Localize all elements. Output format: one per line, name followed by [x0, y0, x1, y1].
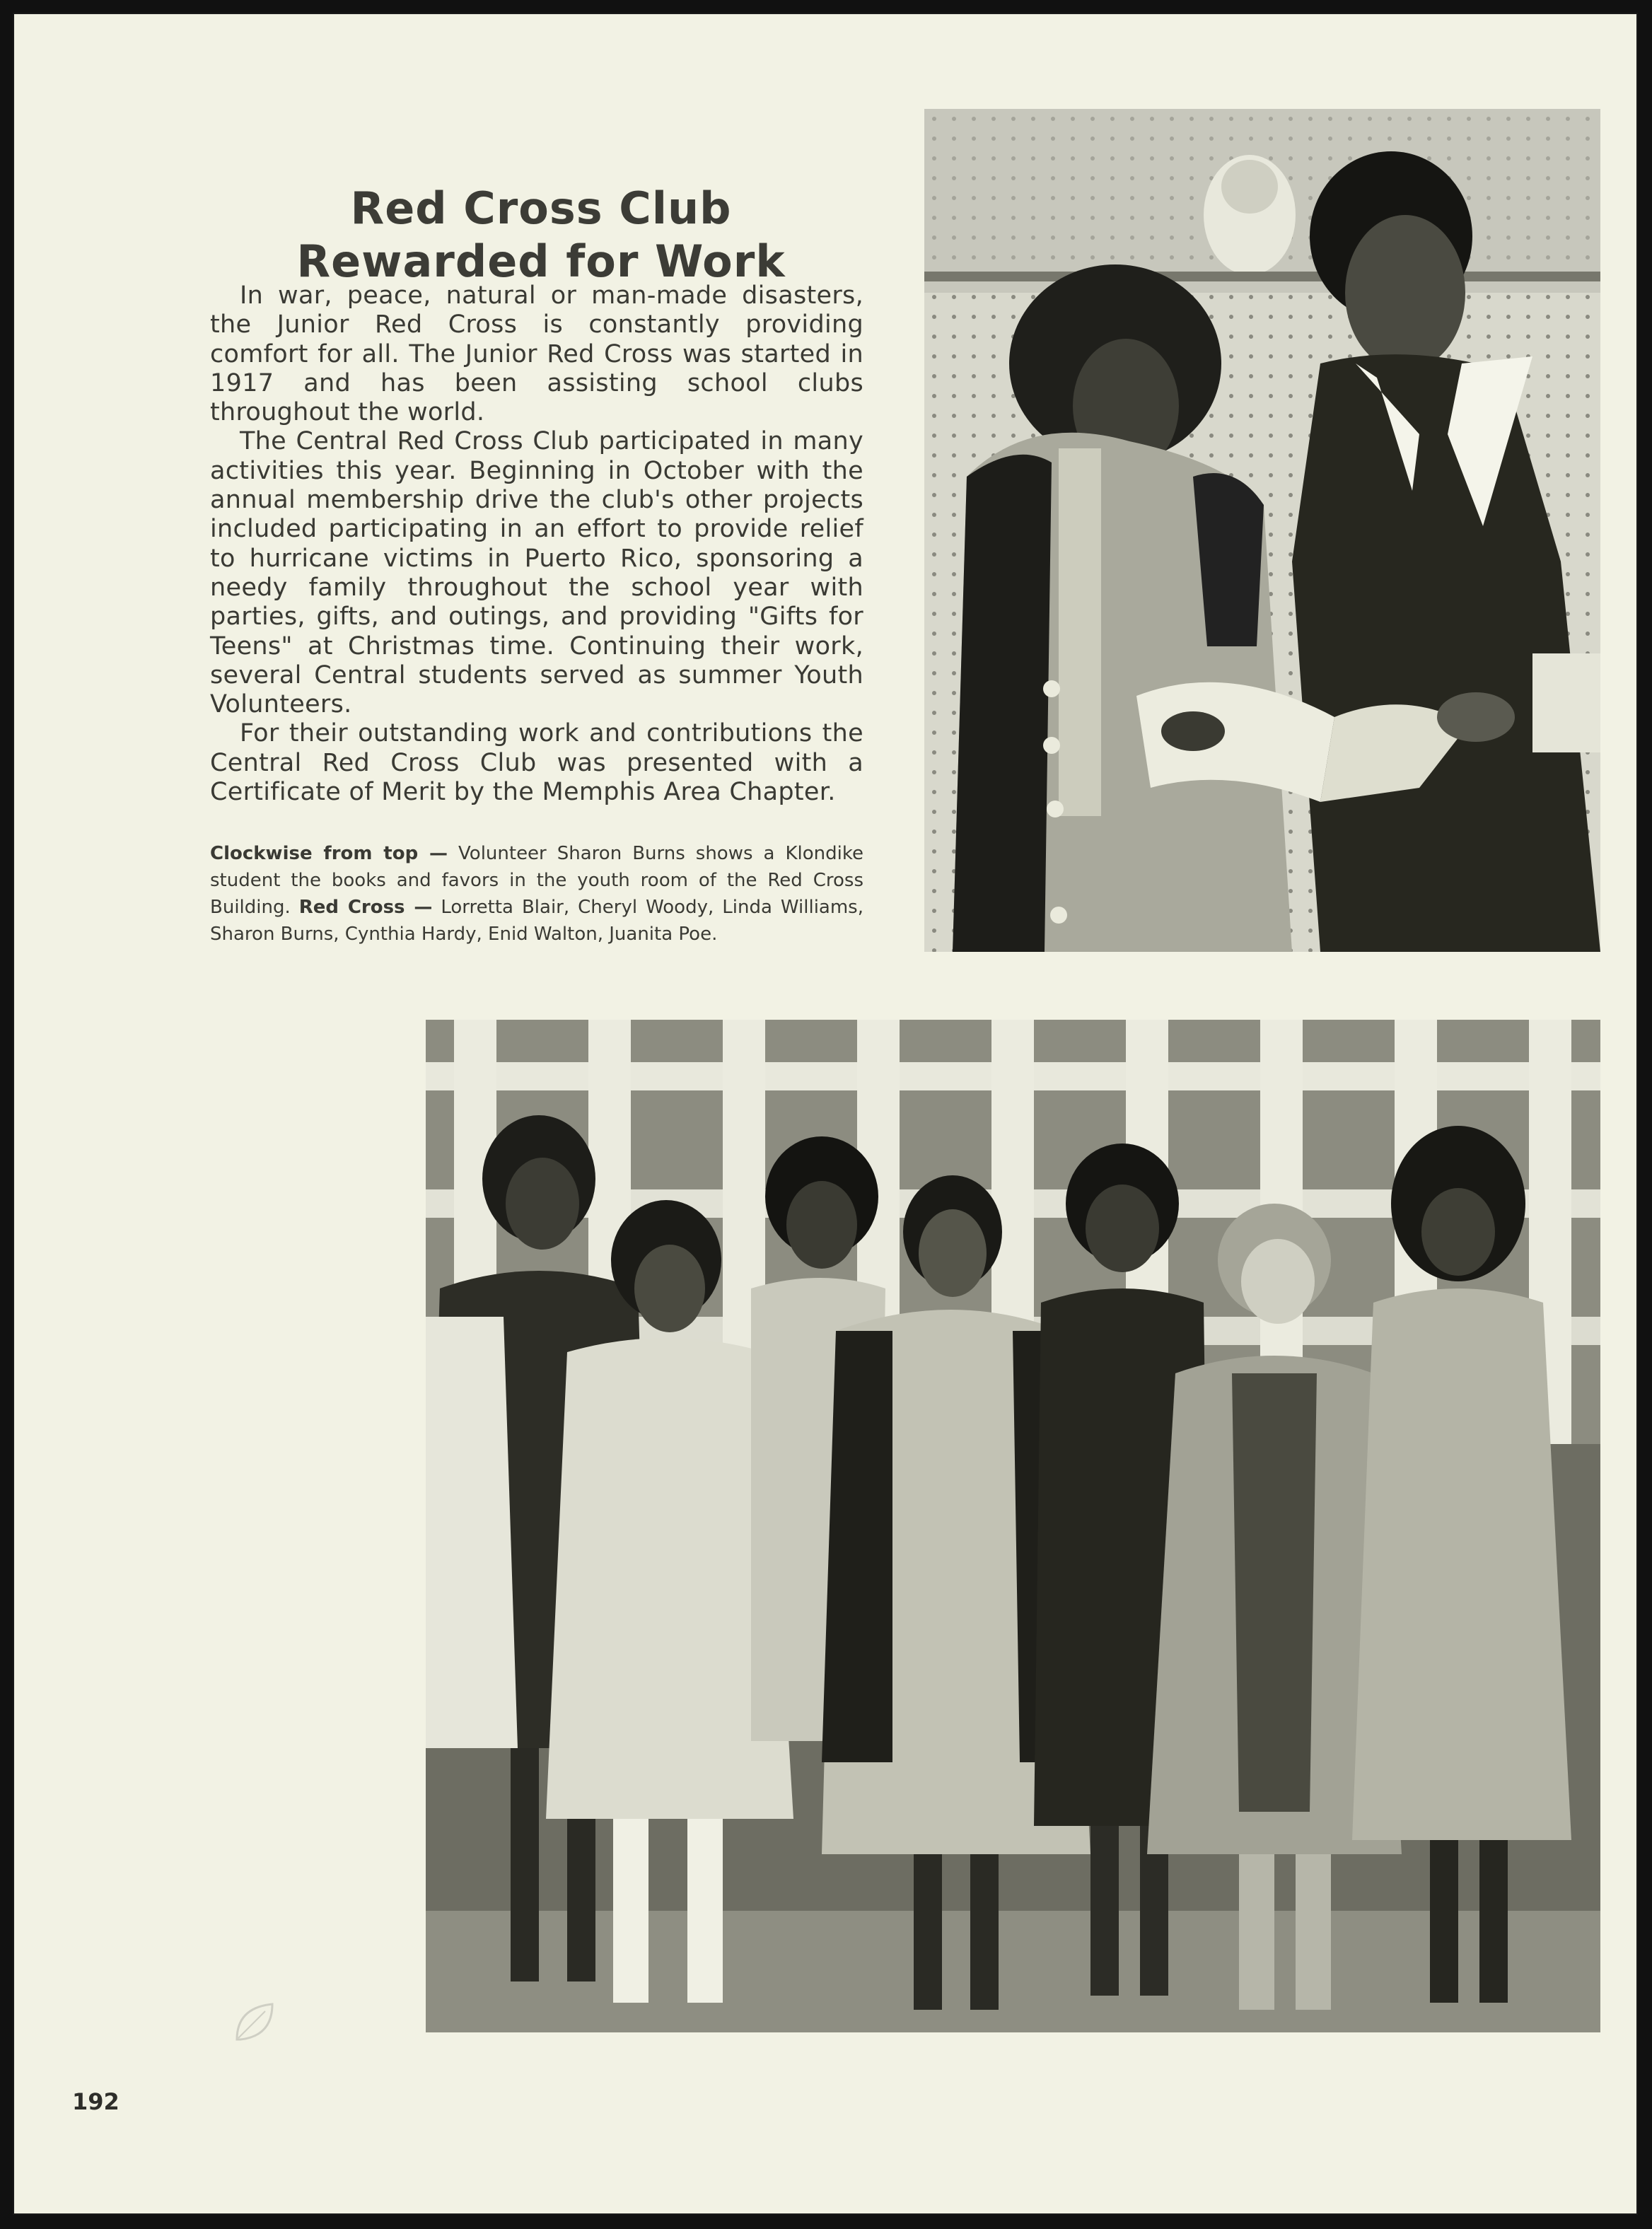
paragraph-2: The Central Red Cross Club participated in many activities this year. Beginning in October with the annual membership drive the club's other projects included participating in an effort to provide relief to hurricane victims in Puerto Rico, sponsoring a needy family throughout the school year with parties, gifts, and outings, and providing "Gifts for Teens" at Christmas time. Continuing their work, several Central students served as summer Youth Volunteers. — [210, 427, 863, 719]
page-number: 192 — [72, 2088, 120, 2115]
group-photo — [426, 1020, 1600, 2032]
headline-line-2: Rewarded for Work — [296, 235, 786, 287]
yearbook-page — [13, 13, 1638, 2215]
volunteer-photo-illustration — [924, 109, 1600, 952]
leaf-watermark-icon — [230, 1997, 279, 2047]
headline-line-1: Red Cross Club — [350, 182, 732, 234]
caption-lead-label: Clockwise from top — — [210, 843, 448, 864]
volunteer-photo — [924, 109, 1600, 952]
photo-caption — [210, 840, 863, 948]
group-photo-illustration — [426, 1020, 1600, 2032]
page-title — [198, 182, 884, 288]
paragraph-1: In war, peace, natural or man-made disasters, the Junior Red Cross is constantly providing comfort for all. The Junior Red Cross was started in 1917 and has been assisting school clubs throughout the world. — [210, 281, 863, 427]
article-body — [210, 281, 863, 807]
caption-lead-text: Volunteer Sharon Burns shows a Klondike student the books and favors in the youth room of the Red Cross Building. — [210, 843, 863, 918]
caption-group-text: Lorretta Blair, Cheryl Woody, Linda Williams, Sharon Burns, Cynthia Hardy, Enid Walton, Juanita Poe. — [210, 897, 863, 945]
caption-group-label: Red Cross — — [298, 897, 433, 918]
paragraph-3: For their outstanding work and contributions the Central Red Cross Club was presented with a Certificate of Merit by the Memphis Area Chapter. — [210, 719, 863, 807]
